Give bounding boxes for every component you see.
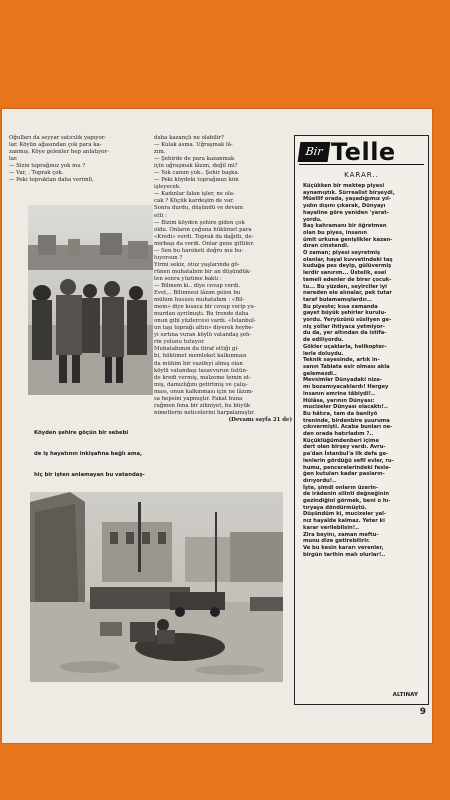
column-line: mucizeler Dünyası olacaktı!..: [303, 404, 388, 411]
article-line: — Peki topraktan daha verimli,: [9, 177, 94, 184]
column-line: tıryaya döndürmüştü.: [303, 504, 367, 511]
column-line: çıkıvermişti. Acaba bunları ne-: [303, 424, 393, 431]
telle-logo: Telle: [331, 138, 396, 166]
column-line: insanın emrine tâbiydi!..: [303, 390, 375, 397]
column-line: olanlar, hayal kuvvetindeki taş: [303, 256, 393, 263]
caption-line: hiç bir işten anlamayan bu vatandaş-: [34, 472, 145, 478]
article-main-column: [154, 135, 292, 424]
author-signature: ALTINAY: [392, 692, 418, 698]
column-line: tu... Bu yüzden, seyirciler iyi: [303, 283, 387, 290]
column-line: Baş kahramanı bir öğretmen: [303, 223, 387, 230]
column-line: Teknik sayesinde, artık in-: [303, 357, 380, 364]
article-line: için uğraşmak lâzım, değil mi?: [154, 163, 238, 170]
article-line: etti :: [154, 212, 167, 219]
column-line: lenlerin gördüğü sefil evler, ru-: [303, 457, 394, 464]
column-line: treninde, birdenbire şuuruma: [303, 417, 390, 424]
article-line: ması, onun kalkınması için ne lâzım-: [154, 388, 254, 395]
column-line: gelemezdi..: [303, 370, 337, 377]
article-line: lar.: [9, 156, 18, 163]
column-body: [303, 183, 423, 558]
column-line: yordu.: [303, 216, 322, 223]
column-line: olan bu piyes, insanın: [303, 229, 368, 236]
article-line: sa hepsini yapmıştır. Fakat buna: [154, 395, 243, 402]
article-line: — Bizim köyden şehire giden çok: [154, 219, 245, 226]
article-line: miş, damızlığını getirtmiş ve çalış-: [154, 381, 248, 388]
page-number: 9: [419, 707, 426, 717]
article-line: oldu. Onların çoğuna hükümet para: [154, 226, 252, 233]
column-line: de ediliyordu.: [303, 337, 344, 344]
column-line: dıran cinstendi.: [303, 243, 349, 250]
column-line: nereden ele alınalar, pek tutar: [303, 290, 392, 297]
article-line: — Sizin toprağınız yok mu ?: [9, 163, 86, 170]
article-line: zanmış. Köye gelenler hep anlatıyor-: [9, 149, 109, 156]
column-line: den orada hatırladım ?..: [303, 431, 374, 438]
bir-logo: Bir: [298, 142, 331, 162]
column-line: munu dize getirebilirir.: [303, 538, 370, 545]
column-line: lerle doluydu.: [303, 350, 344, 357]
article-line: bi, hükümet memleket kalkınması: [154, 353, 247, 360]
article-line: işleyecek.: [154, 184, 181, 191]
column-line: humu, pencerelerindeki fesle-: [303, 464, 391, 471]
column-line: Küçükken bir mektep piyesi: [303, 183, 385, 189]
article-line: nimetlerin neticelerini harpalamıştır.: [154, 409, 256, 416]
column-line: temeli edenler de birer çocuk-: [303, 276, 392, 283]
column-line: yordu. Yeryüzünü süsliyen ge-: [303, 317, 392, 324]
column-line: birgün tarihin malı olurlar!..: [303, 551, 386, 558]
column-line: dert olan birşey vardı. Avru-: [303, 444, 386, 451]
column-line: Ve bu kesin kararı verenler,: [303, 544, 384, 551]
article-line: — Sen bu hareketi doğru mu bu-: [154, 247, 244, 254]
column-line: Düşündüm ki, mucizeler yal-: [303, 511, 387, 518]
column-line: Bu piyeste; kısa zamanda: [303, 303, 378, 310]
article-line: zım.: [154, 149, 166, 156]
column-line: du da, yer altından da istifa-: [303, 330, 387, 337]
article-line: Muhatabımın da itiraf ettiği gi-: [154, 346, 239, 353]
article-line: köylü vatandaşı tasavvurun üstün-: [154, 367, 248, 374]
column-line: Mevsimler Dünyadaki niza-: [303, 377, 382, 384]
column-line: Müellif orada, yaşadığımız yıl-: [303, 196, 391, 203]
article-line: rünen muhatabım bir an düşündük-: [154, 268, 251, 275]
article-line: — Bilmem ki.. diye cevap verdi.: [154, 282, 241, 289]
caption-line: de iş hayatının inkişafına bağlı ama,: [34, 451, 143, 457]
column-line: de irâdenin silinti değneğinin: [303, 491, 390, 498]
column-line: aynamıştık. Sürrealist birşeydi,: [303, 189, 395, 196]
article-line: «Kredi» verdi. Toprak da dağıttı, de-: [154, 233, 254, 240]
article-line: rin yolunu tutuyor.: [154, 339, 205, 346]
column-line: gezindiğini görmek, beni o hı-: [303, 498, 391, 505]
article-line: yi sırtına vuran köylü vatandaş şeh-: [154, 332, 252, 339]
column-line: Zira beyinı, zaman meftu-: [303, 531, 379, 538]
column-line: taraf bulamamışlardır...: [303, 296, 373, 303]
continued-note: (Devamı sayfa 21 de): [228, 416, 292, 423]
article-line: Yirmi sekiz, otuz yaşlarında gö-: [154, 261, 240, 268]
article-line: onun gibi yüzlercesi vardı. «İstanbul-: [154, 318, 256, 325]
column-line: kuduğa pes deyip, gülüvermiş: [303, 263, 392, 270]
article-line: — Yok canım yok.. Şehir başka.: [154, 170, 240, 177]
article-line: — Şehirde de para kazanmak: [154, 156, 235, 163]
column-line: Küçüklüğümdenberi içime: [303, 437, 379, 444]
caption-line: Köyden şehire göçün bir sebebi: [34, 430, 129, 436]
article-line: luyorsun ?: [154, 254, 183, 261]
column-line: karar verilebilsin!..: [303, 524, 360, 531]
column-heading: KARAR..: [344, 171, 379, 179]
article-line: mühim hususu muhatabım : «Bil-: [154, 297, 245, 304]
column-line: ümit urkuna genişlikler kazan-: [303, 236, 393, 243]
column-line: Gökler uçaklarla, helikopter-: [303, 343, 387, 350]
column-line: niş yollar ihtiyaca yetmiyor-: [303, 323, 385, 330]
magazine-page: [2, 109, 432, 743]
column-line: pa'dan İstanbul'a ilk defa ge-: [303, 451, 389, 458]
logo-divider: [299, 164, 424, 165]
article-line: — Peki köydeki toprağınızı kim: [154, 177, 239, 184]
article-line: — Kadınlar falan işler, ne ola-: [154, 191, 235, 198]
article-intro-column: [9, 135, 151, 184]
article-line: de kredi vermiş, malzeme temin et-: [154, 374, 251, 381]
column-line: O zaman; piyesi seyretmiş: [303, 250, 381, 257]
article-line: ten sonra yüzüme baktı :: [154, 275, 222, 282]
article-line: un taşı toprağı altın» diyerek heybe-: [154, 325, 254, 332]
article-line: da mühim bir vazifeyi almış olan: [154, 360, 243, 367]
street-scene-photo: [30, 492, 283, 682]
article-line: Sonra durdu, düşündü ve devam: [154, 205, 243, 212]
column-line: lerdir sanırım... Üstelik, esel: [303, 270, 387, 277]
column-line: ğen kutuları kadar pasların-: [303, 471, 385, 478]
article-line: cak ? Küçük kardeşim de var.: [154, 198, 234, 205]
column-line: gayet büyük şehirler kurulu-: [303, 310, 387, 317]
article-line: mirbaşı da verdi. Onlar gene gittiler.: [154, 240, 255, 247]
column-line: nız hayalde kalmaz. Yeter ki: [303, 518, 385, 525]
column-line: dırıyordu!..: [303, 477, 337, 484]
article-line: rağmen fena bir zihniyet, bu büyük: [154, 402, 251, 409]
article-line: murdan ayrılmıştı. Bu trende daha: [154, 311, 249, 318]
column-line: sanın Tabiata esir olması akla: [303, 363, 390, 370]
bir-telle-column-box: [294, 135, 429, 705]
article-line: Evet,.. Bilinmesi lâzım gelen bu: [154, 290, 241, 297]
article-line: — Var, . Toprak çok.: [9, 170, 64, 177]
article-line: daha kazançlı ne olabilir?: [154, 135, 224, 141]
article-line: lar. Köyün ağasından çok para ka-: [9, 142, 102, 149]
column-line: hayaline göre yeniden 'yarat-: [303, 209, 389, 216]
column-line: mı bozamıyacaklardı! Hergey: [303, 384, 389, 391]
column-line: İşte, şimdi onların üzerin-: [303, 484, 379, 491]
column-line: yıdın dışını çıkarak, Dünyayı: [303, 203, 386, 210]
article-line: mem» diye kısaca bir cevap verip yu-: [154, 304, 256, 311]
article-line: — Kulak asma. Uğraşmak lâ-: [154, 142, 233, 149]
village-men-photo: [28, 205, 153, 395]
article-line: Oğulları da seyyar satıcılık yapıyor-: [9, 135, 107, 141]
column-line: Bu hâtıra, tam da banliyö: [303, 410, 378, 417]
column-line: Hülâsa, yarının Dünyası:: [303, 397, 375, 404]
